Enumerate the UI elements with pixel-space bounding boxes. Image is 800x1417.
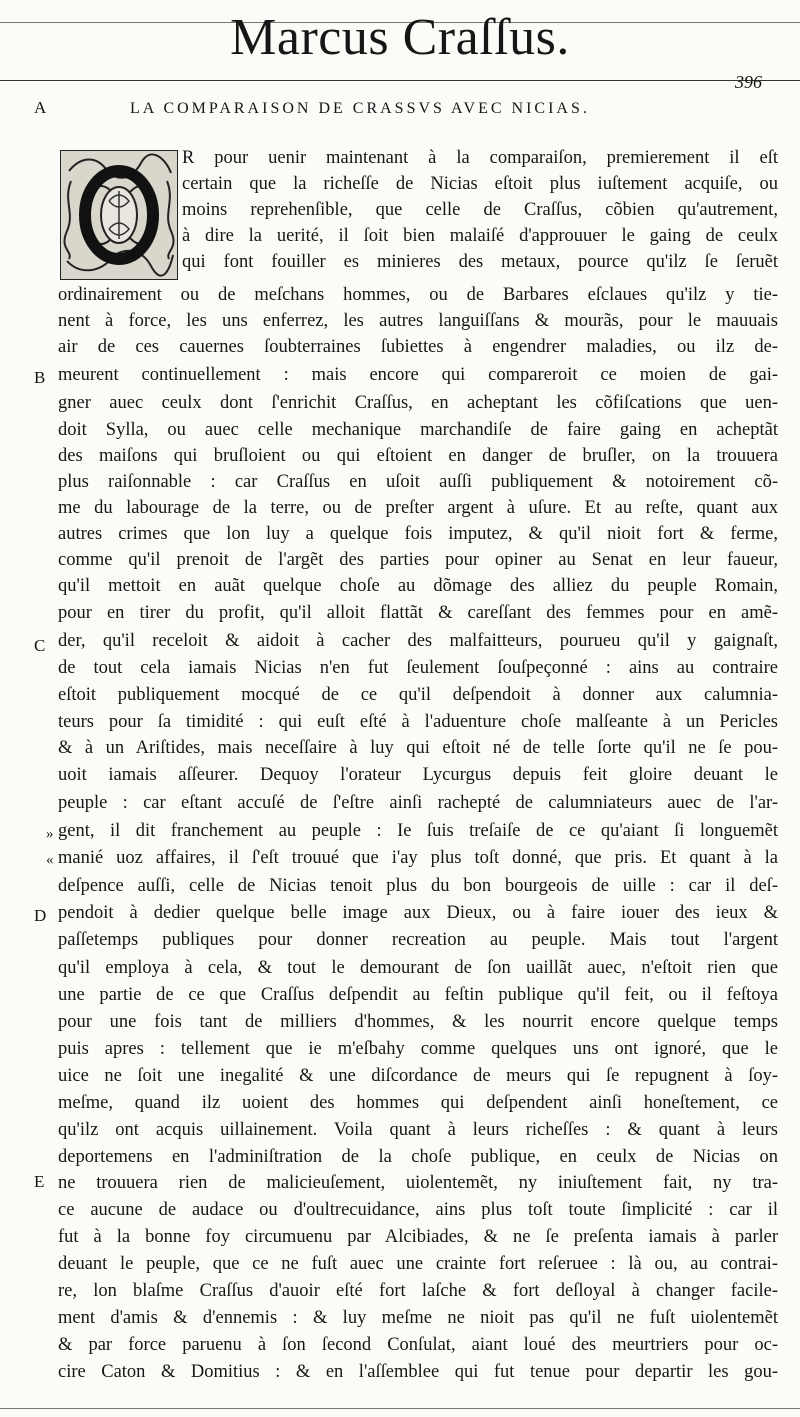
text-line: pour en tirer du profit, qu'il alloit flattãt & careſſant des femmes pour en amẽ- — [58, 603, 778, 623]
text-line: ce aucune de audace ou d'oultrecuidance, ains plus toſt toute ſimplicité : car il — [58, 1200, 778, 1220]
text-line: der, qu'il receloit & aidoit à cacher des malfaitteurs, pourueu qu'il y gaignaſt, — [58, 631, 778, 651]
text-line: meſme, quand ilz uoient des hommes qui deſpendent ainſi honeſtement, ce — [58, 1093, 778, 1113]
text-line: puis apres : tellement que ie m'eſbahy comme quelques uns ont ignoré, que le — [58, 1039, 778, 1059]
text-line: me du labourage de la terre, ou de preſter argent à uſure. Et au reſte, quant aux — [58, 498, 778, 518]
margin-letter-a: A — [34, 98, 47, 117]
margin-letter-d: D — [34, 906, 47, 925]
quotation-mark: » — [46, 826, 54, 842]
text-line: eſtoit publiquement mocqué de ce qu'il deſpendoit à donner aux calumnia- — [58, 685, 778, 705]
running-title: Marcus Craſſus. — [230, 9, 570, 66]
text-line: R pour uenir maintenant à la comparaiſon, premierement il eſt — [182, 148, 778, 168]
text-line: uoit iamais aſſeurer. Dequoy l'orateur Lycurgus depuis feit gloire deuant le — [58, 765, 778, 785]
text-line: qu'il employa à cela, & tout le demourant de ſon uaillãt auec, n'eſtoit rien que — [58, 958, 778, 978]
text-line: à dire la uerité, il ſoit bien malaiſé d'approuuer le gaing de ceulx — [182, 226, 778, 246]
quotation-mark: « — [46, 852, 54, 868]
text-line: pour une fois tant de milliers d'hommes, & les nourrit encore quelque temps — [58, 1012, 778, 1032]
text-line: cire Caton & Domitius : & en l'aſſemblee qui fut tenue pour departir les gou- — [58, 1362, 778, 1382]
text-line: air de ces cauernes ſoubterraines ſubiettes à engendrer maladies, ou ilz de- — [58, 337, 778, 357]
text-line: meurent continuellement : mais encore qui compareroit ce moien de gai- — [58, 365, 778, 385]
text-line: une partie de ce que Craſſus deſpendit au feſtin publique qu'il feit, ou il feſtoya — [58, 985, 778, 1005]
text-line: re, lon blaſme Craſſus d'auoir eſté fort laſche & fort deſloyal à changer facile- — [58, 1281, 778, 1301]
text-line: plus raiſonnable : car Craſſus en uſoit auſſi publiquement & notoirement cõ- — [58, 472, 778, 492]
text-line: peuple : car eſtant accuſé de ſ'eſtre ainſi rachepté de calumniateurs auec de l'ar- — [58, 793, 778, 813]
text-line: ment d'amis & d'ennemis : & luy meſme ne nioit pas qu'il ne fuſt uiolentemẽt — [58, 1308, 778, 1328]
text-line: deſpence auſſi, celle de Nicias tenoit plus du bon bourgeois de uille : car il deſ- — [58, 876, 778, 896]
text-line: deportemens en l'adminiſtration de la choſe publique, en ceulx de Nicias on — [58, 1147, 778, 1167]
text-line: nent à force, les uns enferrez, les autres languiſſans & mourãs, pour le mauuais — [58, 311, 778, 331]
text-line: pendoit à dedier quelque belle image aux Dieux, ou à faire iouer des ieux & — [58, 903, 778, 923]
text-line: paſſetemps publiques pour donner recreation au peuple. Mais tout l'argent — [58, 930, 778, 950]
text-line: deuant le peuple, que ce ne fuſt auec une crainte fort reſeruee : là ou, au contrai- — [58, 1254, 778, 1274]
page-number: 396 — [735, 72, 762, 92]
text-line: gner auec ceulx dont ſ'enrichit Craſſus, en acheptant les cõfiſcations que uen- — [58, 393, 778, 413]
text-line: qu'ilz ont acquis uillainement. Voila quant à leurs richeſſes : & quant à leurs — [58, 1120, 778, 1140]
text-line: qu'il mettoit en auãt quelque choſe au dõmage des alliez du peuple Romain, — [58, 576, 778, 596]
text-line: teurs pour ſa timidité : qui euſt eſté à l'aduenture choſe malſeante à un Pericles — [58, 712, 778, 732]
text-line: fut à la bonne foy circumuenu par Alcibiades, & ne ſe preſenta iamais à parler — [58, 1227, 778, 1247]
section-heading: LA COMPARAISON DE CRASSVS AVEC NICIAS. — [130, 100, 590, 117]
text-line: manié uoz affaires, il ſ'eſt trouué que i'ay plus toſt donné, que pris. Et quant à la — [58, 848, 778, 868]
margin-letter-b: B — [34, 368, 46, 387]
text-line: ordinairement ou de meſchans hommes, ou de Barbares eſclaues qu'ilz y tie- — [58, 285, 778, 305]
text-line: doit Sylla, ou auec celle mechanique marchandiſe de faire gaing en acheptãt — [58, 420, 778, 440]
text-line: comme qu'il prenoit de l'argẽt des parties pour opiner au Senat en leur faueur, — [58, 550, 778, 570]
bottom-rule — [0, 1408, 800, 1409]
text-line: moins reprehenſible, que celle de Craſſus, cõbien qu'autrement, — [182, 200, 778, 220]
text-line: & par force paruenu à ſon ſecond Conſulat, aiant loué des meurtriers pour oc- — [58, 1335, 778, 1355]
text-line: autres crimes que lon luy a quelque fois imputez, & qu'il nioit fort & ferme, — [58, 524, 778, 544]
text-line: certain que la richeſſe de Nicias eſtoit plus iuſtement acquiſe, ou — [182, 174, 778, 194]
margin-letter-e: E — [34, 1172, 45, 1191]
text-line: des maiſons qui bruſloient ou qui eſtoient en danger de bruſler, on la trouuera — [58, 446, 778, 466]
text-line: & à un Ariſtides, mais neceſſaire à luy qui eſtoit né de telle ſorte qu'il ne ſe pou- — [58, 738, 778, 758]
text-line: gent, il dit franchement au peuple : Ie ſuis treſaiſe de ce qu'aiant ſi longuemẽt — [58, 821, 778, 841]
margin-letter-c: C — [34, 636, 46, 655]
text-line: qui font fouiller es minieres des metaux, pource qu'ilz ſe ſeruẽt — [182, 252, 778, 272]
text-line: ne trouuera rien de malicieuſement, uiolentemẽt, ny iniuſtement fait, ny tra- — [58, 1173, 778, 1193]
text-line: de tout cela iamais Nicias n'en fut ſeulement ſouſpeçonné : ains au contraire — [58, 658, 778, 678]
text-line: uice ne ſoit une inegalité & une diſcordance de meurs qui ſe repugnent à ſoy- — [58, 1066, 778, 1086]
